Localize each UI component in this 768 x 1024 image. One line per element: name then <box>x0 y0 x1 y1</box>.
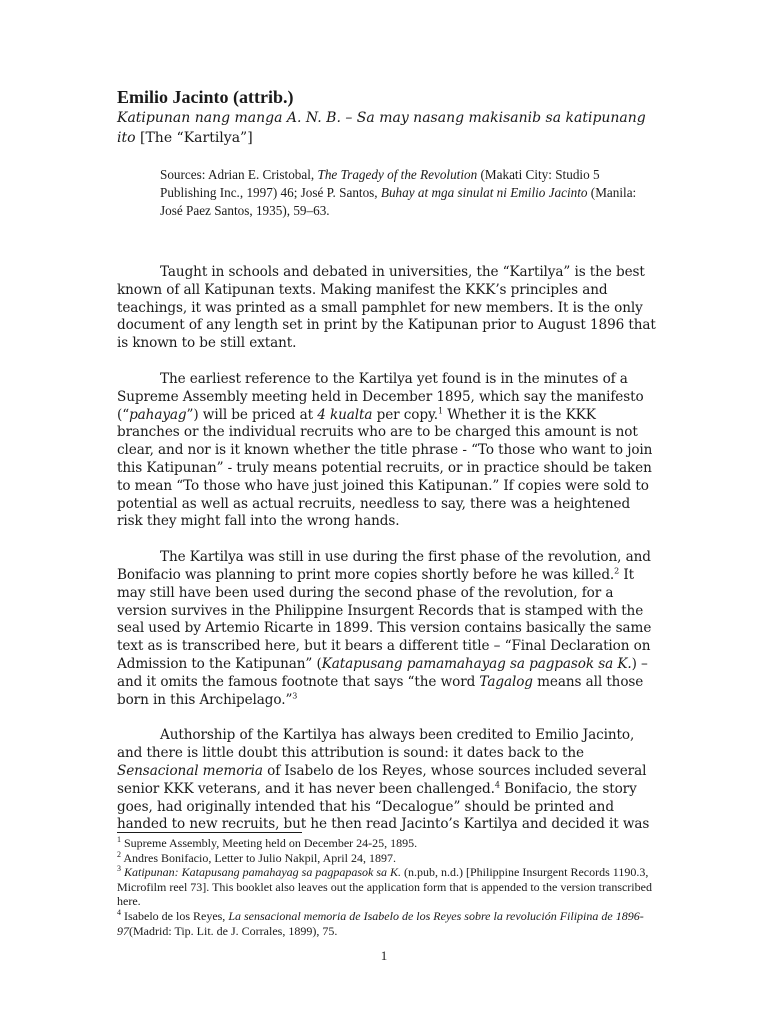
footnote-4 <box>117 909 657 938</box>
paragraph-text: per copy. <box>372 406 438 423</box>
italic-term: pahayag <box>129 406 187 423</box>
paragraph-3 <box>117 549 657 709</box>
subtitle-english: [The “Kartilya”] <box>135 130 253 146</box>
footnote-ref-3: 3 <box>292 691 298 700</box>
paragraph-text: Authorship of the Kartilya has always been credited to Emilio Jacinto, and there is little doubt this attribution is sound: it dates back to the <box>117 727 635 762</box>
body-text <box>117 264 657 852</box>
paragraph-1 <box>117 264 657 353</box>
paragraph-text: The earliest reference to the Kartilya yet found is in the minutes of a Supreme Assembly meeting held in December 1895, which say the manifesto (“ <box>117 370 644 423</box>
footnote-ref-1: 1 <box>437 406 443 416</box>
sources-note <box>160 166 650 220</box>
footnote-divider <box>117 832 302 833</box>
paragraph-text: of Isabelo de los Reyes, whose sources included several senior KKK veterans, and it has never been challenged. <box>117 762 647 797</box>
sources-text: (Makati City: Studio 5 Publishing Inc., 1997) 46; José P. Santos, <box>160 167 600 200</box>
page-number: 1 <box>380 948 388 963</box>
footnote-3 <box>117 865 657 909</box>
footnote-marker: 3 <box>117 864 121 874</box>
paragraph-text: ”) will be priced at <box>186 406 318 423</box>
sources-text: Sources: Adrian E. Cristobal, <box>160 167 318 182</box>
paragraph-text: Taught in schools and debated in universities, the “Kartilya” is the best known of all Katipunan texts. Making manifest the KKK’s principles and teachings, it was printed as a small pamphlet for new members. It is the only document of any length set in print by the Katipunan prior to August 1896 that is known to be still extant. <box>117 264 656 352</box>
footnote-ref-4: 4 <box>494 780 500 790</box>
footnotes <box>117 836 657 938</box>
footnote-ref-2: 2 <box>614 566 620 576</box>
sources-text: (Manila: José Paez Santos, 1935), 59–63. <box>160 185 637 218</box>
footnote-text: Andres Bonifacio, Letter to Julio Nakpil, April 24, 1897. <box>121 850 396 865</box>
footnote-1 <box>117 836 657 851</box>
italic-term: Sensacional memoria <box>117 762 263 779</box>
footnote-text: Supreme Assembly, Meeting held on December 24-25, 1895. <box>121 836 418 850</box>
italic-term: 4 kualta <box>317 406 373 423</box>
footnote-marker: 4 <box>117 907 121 917</box>
paragraph-text: Whether it is the KKK branches or the individual recruits who are to be charged this amount is not clear, and nor is it known whether the title phrase - “To those who want to join this Katipunan” - truly means potential recruits, or in practice should be taken to mean “To those who have just joined this Katipunan.” If copies were sold to potential as well as actual recruits, needless to say, there was a heightened risk they might fall into the wrong hands. <box>117 406 653 530</box>
italic-term: Katapusang pamamahayag sa pagpasok sa K. <box>321 655 632 672</box>
page-subtitle <box>117 108 657 148</box>
italic-term: Tagalog <box>479 673 533 690</box>
footnote-marker: 1 <box>117 835 121 844</box>
footnote-marker: 2 <box>117 849 121 859</box>
footnote-title: La sensacional memoria de Isabelo de los Reyes sobre la revolución Filipina de 1896-97 <box>117 908 644 938</box>
paragraph-4 <box>117 727 657 834</box>
paragraph-text: Bonifacio, the story goes, had originally intended that his “Decalogue” should be printed and handed to new recruits, but he then read Jacinto’s Kartilya and decided it was <box>117 780 650 833</box>
footnote-title: Katipunan: Katapusang pamahayag sa pagpapasok sa K. <box>121 865 402 880</box>
paragraph-text: The Kartilya was still in use during the first phase of the revolution, and Bonifacio was planning to print more copies shortly before he was killed. <box>117 549 651 583</box>
footnote-text: (n.pub, n.d.) [Philippine Insurgent Records 1190.3, Microfilm reel 73]. This booklet also leaves out the application form that is appended to the version transcribed here. <box>117 865 652 909</box>
sources-title-1: The Tragedy of the Revolution <box>317 167 478 182</box>
page-title: Emilio Jacinto (attrib.) <box>117 87 294 107</box>
footnote-text: (Madrid: Tip. Lit. de J. Corrales, 1899), 75. <box>129 923 338 938</box>
sources-title-2: Buhay at mga sinulat ni Emilio Jacinto <box>380 185 588 200</box>
paragraph-text: means all those born in this Archipelago.” <box>117 673 644 708</box>
paragraph-text: It may still have been used during the second phase of the revolution, for a version survives in the Philippine Insurgent Records that is stamped with the seal used by Artemio Ricarte in 1899. This version contains basically the same text as is transcribed here, but it bears a different title – “Final Declaration on Admission to the Katipunan” ( <box>117 566 652 672</box>
footnote-text: Isabelo de los Reyes, <box>121 908 229 923</box>
footnote-2 <box>117 851 657 866</box>
paragraph-text: ) – and it omits the famous footnote that says “the word <box>117 655 648 690</box>
paragraph-2 <box>117 371 657 531</box>
subtitle-tagalog: Katipunan nang manga A. N. B. – Sa may nasang makisanib sa katipunang ito <box>117 110 646 146</box>
